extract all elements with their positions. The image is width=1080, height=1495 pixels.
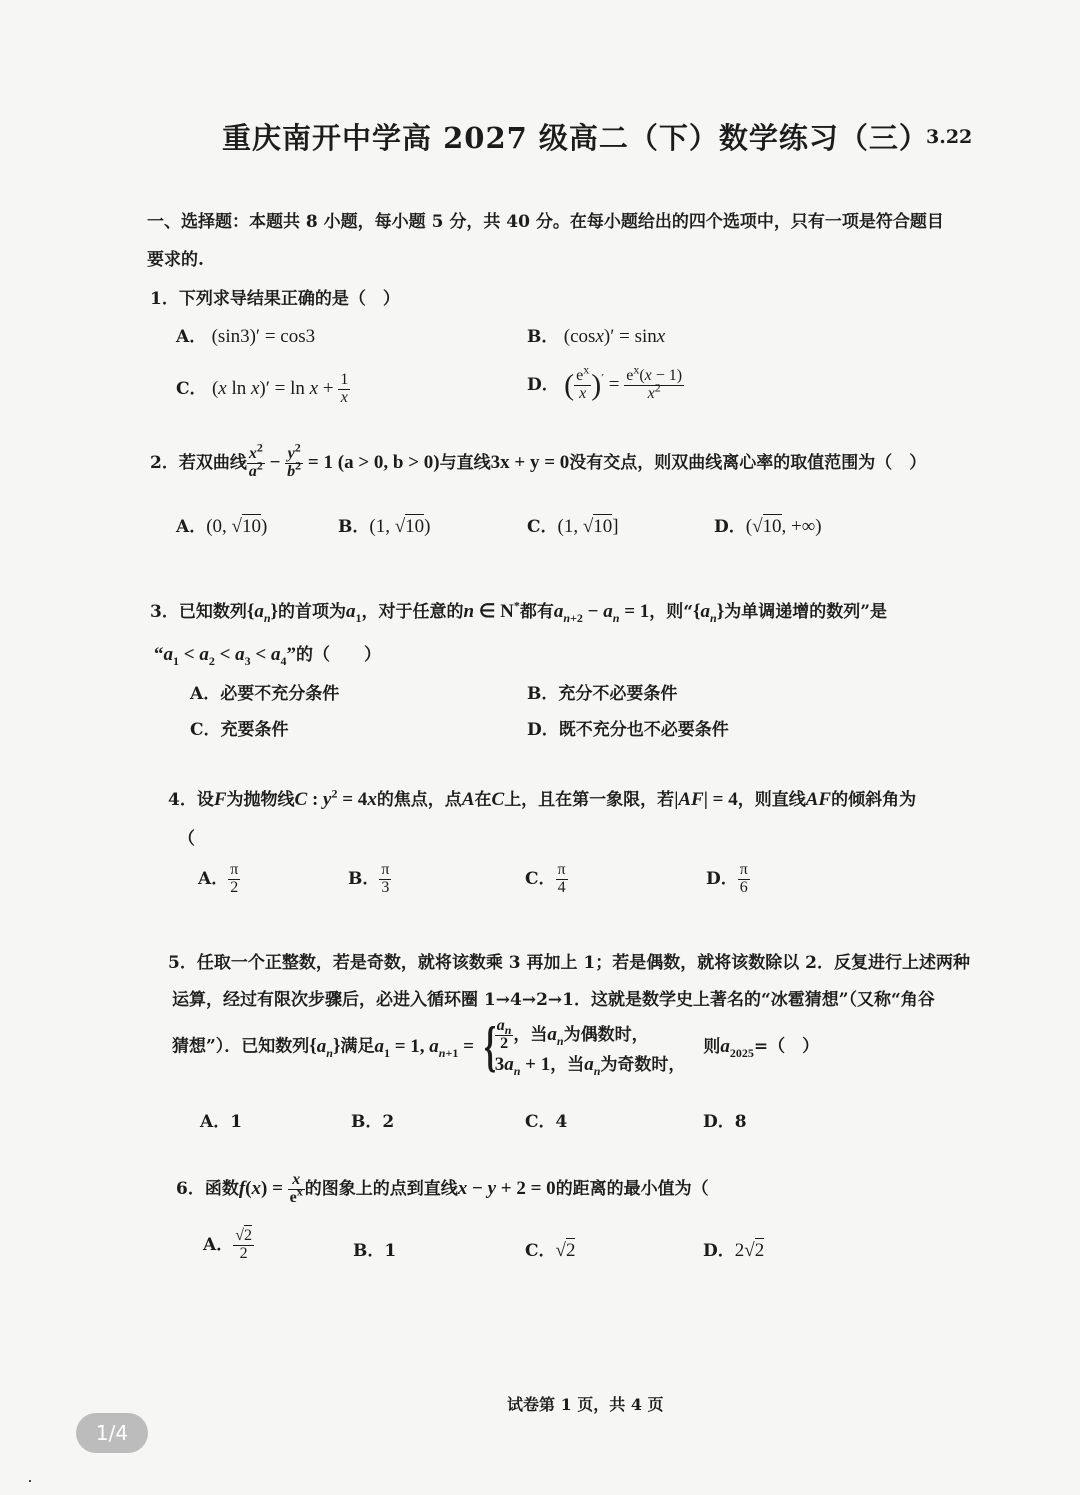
scan-speck	[29, 1480, 31, 1482]
q1-option-d: D． ( $\frac{e^x}{x}$ )′ = $\frac{e^x(x - 1)}{x^2}$	[527, 362, 683, 402]
option-label: A．	[176, 327, 207, 347]
q2-option-a: A．(0, √10)	[176, 516, 268, 537]
q5-option-d: D．8	[703, 1112, 747, 1132]
q4-stem: 4．设F为抛物线C : $y^2 = 4x$的焦点，点A在C上，且在第一象限，若|AF| = 4，则直线AF的倾斜角为	[168, 786, 917, 810]
q1-option-a: A． (sin3)′ = cos3	[176, 326, 316, 347]
option-label: D．	[527, 374, 559, 395]
q2-option-d: D．(√10, +∞)	[714, 516, 822, 537]
q1-option-c: C． (x ln x)′ = ln x + $\frac{1}{x}$	[176, 371, 349, 406]
q4-option-a: A． $\frac{\pi}{2}$	[198, 861, 239, 896]
q2-option-c: C．(1, √10]	[527, 516, 619, 537]
exam-date: 3.22	[926, 126, 973, 148]
q5-option-b: B．2	[351, 1112, 395, 1132]
page-footer: 试卷第 1 页，共 4 页	[507, 1395, 664, 1414]
section-heading-cont: 要求的.	[147, 250, 204, 270]
q6-option-b: B．1	[353, 1241, 397, 1261]
q5-recurrence: 猜想”）．已知数列$\{a_n\}$满足$a_1 = 1$, $a_{n+1}$ = { $\frac{a_n}{2}$ ，当$a_n$为偶数时， $3a_n + 1$，当$a_n$为奇数时， 则$a_{2025}=$（ ）	[172, 1016, 820, 1079]
q4-option-b: B． $\frac{\pi}{3}$	[348, 861, 390, 896]
q1-stem: 1．下列求导结果正确的是（ ）	[150, 289, 400, 309]
option-label: B．	[527, 327, 559, 347]
q2-option-b: B．(1, √10)	[338, 516, 431, 537]
q3-stem: 3．已知数列$\{a_n\}$的首项为$a_1$，对于任意的n ∈ N*都有$a_{n+2} - a_n = 1$，则“$\{a_n\}$为单调递增的数列”是	[150, 598, 888, 625]
q6-option-a: A． $\frac{√2}{2}$	[203, 1227, 252, 1262]
exam-title: 重庆南开中学高 2027 级高二（下）数学练习（三）	[222, 121, 929, 155]
q5-stem: 5．任取一个正整数，若是奇数，就将该数乘 3 再加上 1；若是偶数，就将该数除以 2．反复进行上述两种	[168, 953, 970, 973]
q3-option-d: D．既不充分也不必要条件	[527, 720, 729, 740]
q3-stem-cont: “$a_1 < a_2 < a_3 < a_4$”的（ ）	[154, 644, 381, 668]
q2-stem: 2．若双曲线 $\frac{x^2}{a^2}$ − $\frac{y^2}{b^2}$ = 1 (a > 0, b > 0)与直线3x + y = 0没有交点，则双曲线离心率的取值范围为（ ）	[150, 440, 927, 480]
page-indicator[interactable]: 1/4	[76, 1413, 148, 1453]
q6-option-c: C．√2	[525, 1240, 576, 1261]
q5-option-c: C．4	[525, 1112, 568, 1132]
option-label: C．	[176, 378, 207, 399]
q6-stem: 6．函数f(x) = $\frac{x}{e^x}$ 的图象上的点到直线x − y + 2 = 0的距离的最小值为（	[176, 1171, 709, 1206]
q3-option-a: A．必要不充分条件	[190, 684, 340, 704]
q1-option-b: B． (cosx)′ = sinx	[527, 326, 666, 347]
q4-stem-cont: （	[178, 829, 195, 849]
section-heading: 一、选择题：本题共 8 小题，每小题 5 分，共 40 分。在每小题给出的四个选项中，只有一项是符合题目	[147, 212, 944, 232]
q5-option-a: A．1	[200, 1112, 243, 1132]
q6-option-d: D．2√2	[703, 1240, 765, 1261]
q5-stem-cont: 运算，经过有限次步骤后，必进入循环圈 1→4→2→1．这就是数学史上著名的“冰雹猜想”（又称“角谷	[172, 990, 935, 1010]
q3-option-c: C．充要条件	[190, 720, 289, 740]
q4-option-c: C． $\frac{\pi}{4}$	[525, 861, 566, 896]
q3-option-b: B．充分不必要条件	[527, 684, 678, 704]
q4-option-d: D． $\frac{\pi}{6}$	[706, 861, 748, 896]
